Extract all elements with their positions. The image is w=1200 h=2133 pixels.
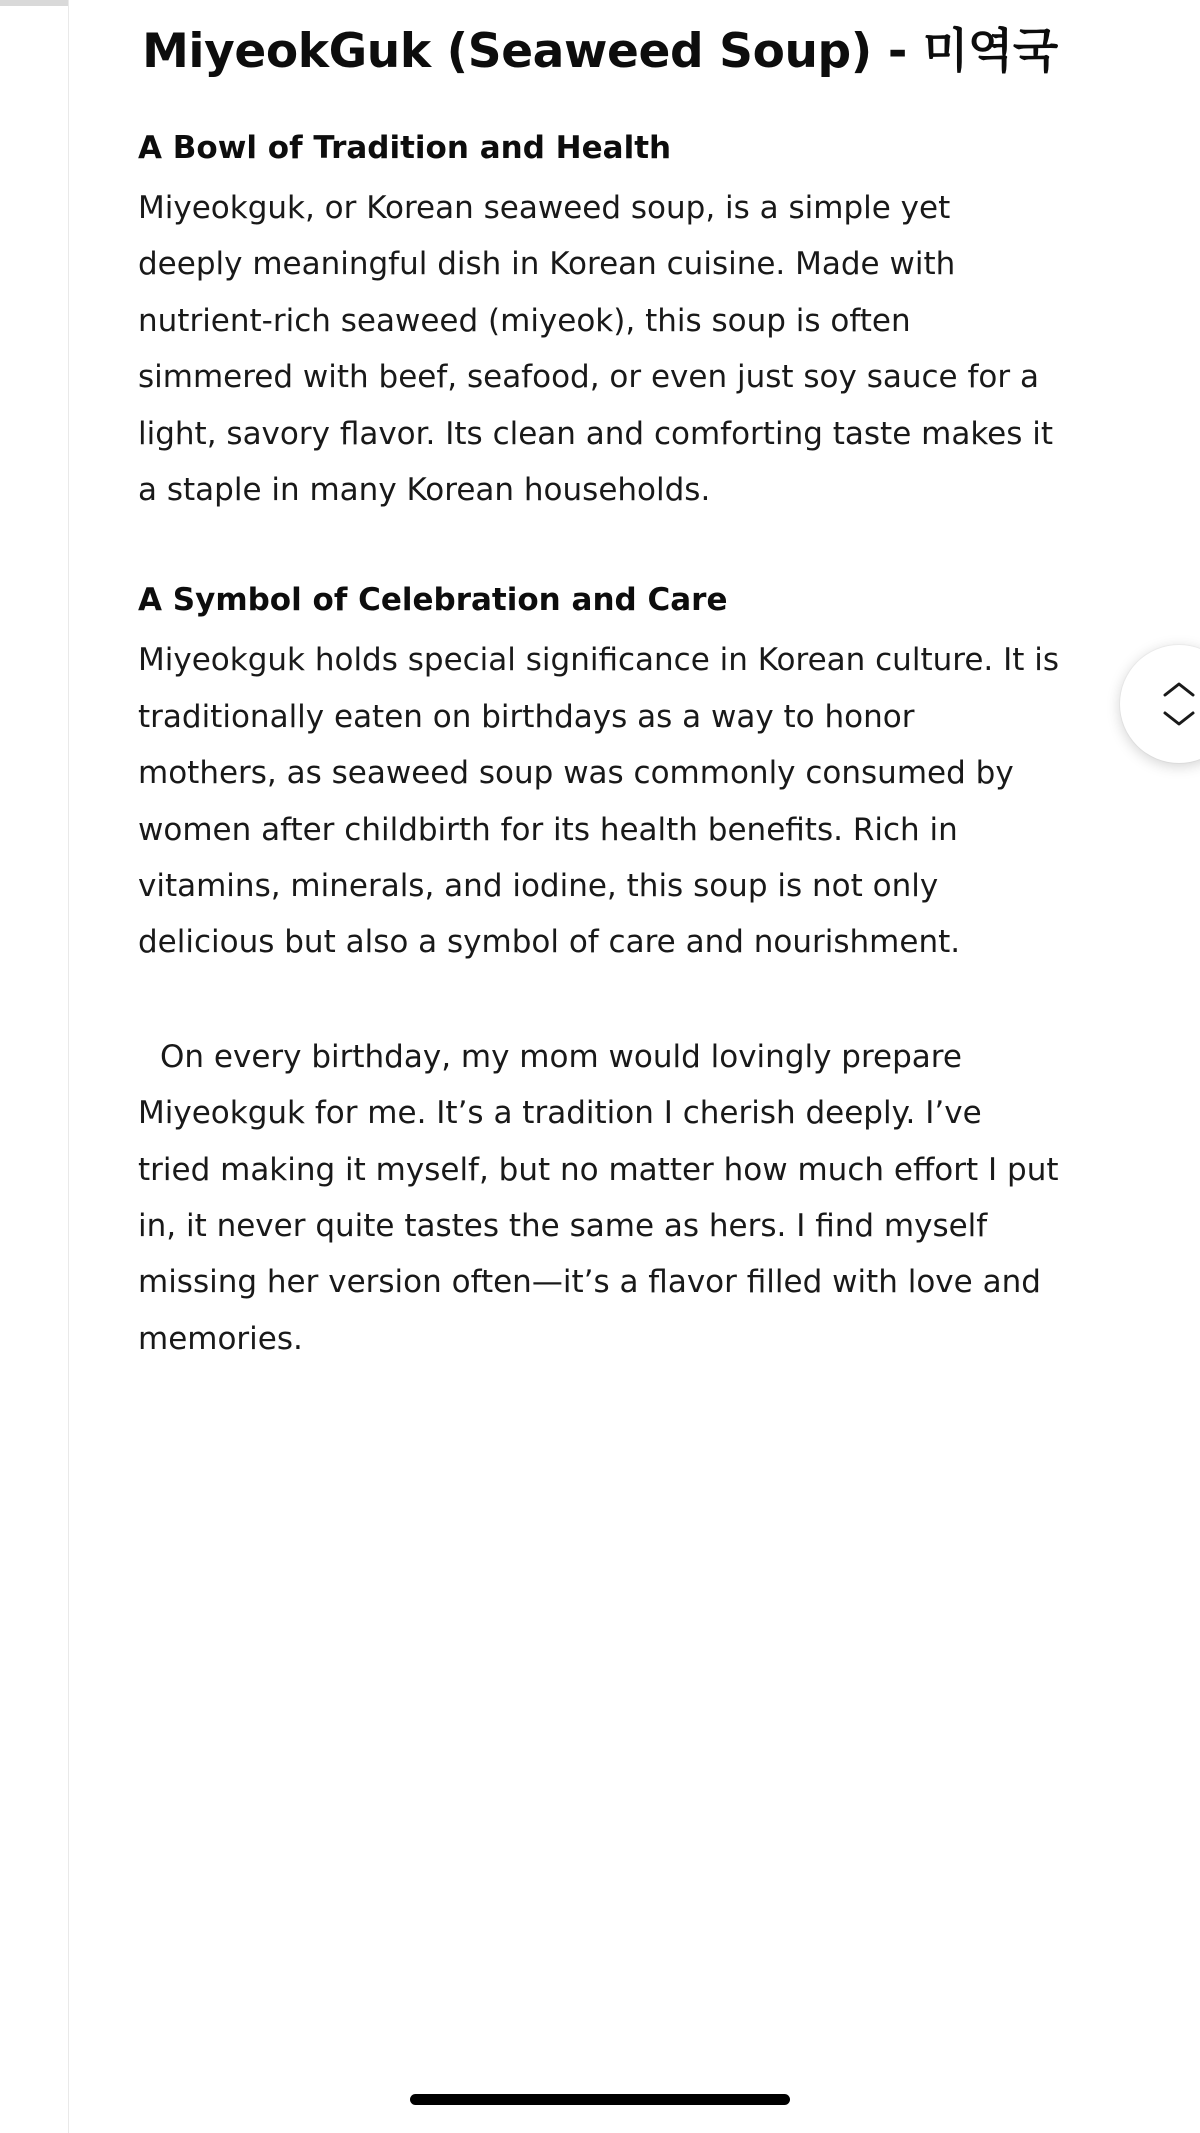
section-body: Miyeokguk holds special significance in Korean culture. It is traditionally eaten on birthdays as a way to honor mothers, as seaweed soup was commonly consumed by women after childbirth for its health benefits. Rich in vitamins, minerals, and iodine, this soup is not only delicious but also a symbol of care and nourishment. — [138, 642, 1060, 961]
document-content — [68, 0, 1132, 2133]
scroll-navigation-control[interactable] — [1120, 645, 1200, 763]
closing-paragraph: On every birthday, my mom would lovingly prepare Miyeokguk for me. It’s a tradition I cherish deeply. I’ve tried making it myself, but no matter how much effort I put in, it never quite tastes the same as hers. I find myself missing her version often—it’s a flavor filled with love and memories. — [138, 1038, 1059, 1357]
page-left-gutter — [0, 0, 69, 2133]
section-celebration-and-care — [138, 580, 1062, 970]
section-tradition-and-health — [138, 128, 1062, 518]
chevron-down-icon[interactable] — [1162, 707, 1196, 729]
section-heading: A Bowl of Tradition and Health — [138, 130, 672, 167]
section-heading: A Symbol of Celebration and Care — [138, 582, 728, 619]
page-title: MiyeokGuk (Seaweed Soup) - 미역국 — [142, 24, 1058, 79]
home-indicator[interactable] — [410, 2094, 790, 2105]
section-body: Miyeokguk, or Korean seaweed soup, is a simple yet deeply meaningful dish in Korean cuisine. Made with nutrient-rich seaweed (miyeok), this soup is often simmered with beef, seafood, or even just soy sauce for a light, savory flavor. Its clean and comforting taste makes it a staple in many Korean households. — [138, 190, 1054, 509]
chevron-up-icon[interactable] — [1162, 679, 1196, 701]
